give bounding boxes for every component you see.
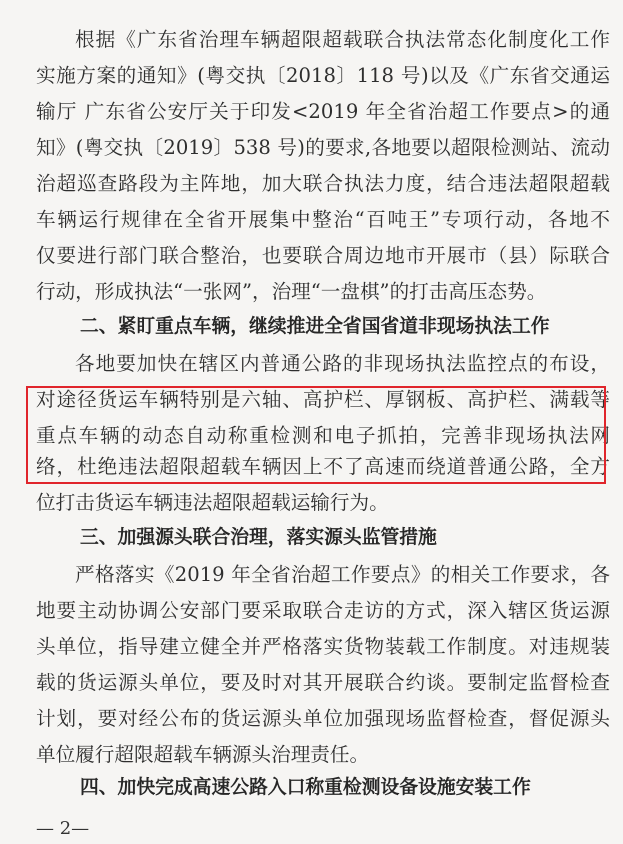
paragraph-1-line: 行动，形成执法“一张网”，治理“一盘棋”的打击高压态势。 — [36, 280, 547, 303]
paragraph-3-line: 单位履行超限超载车辆源头治理责任。 — [36, 743, 370, 766]
paragraph-2-line: 重点车辆的动态自动称重检测和电子抓拍，完善非现场执法网 — [36, 424, 610, 447]
paragraph-1-line: 实施方案的通知》(粤交执〔2018〕118 号)以及《广东省交通运 — [36, 64, 610, 87]
paragraph-2-line: 络，杜绝违法超限超载车辆因上不了高速而绕道普通公路，全方 — [36, 455, 610, 478]
page-number: — 2— — [36, 818, 90, 839]
section-heading-2: 二、紧盯重点车辆，继续推进全省国省道非现场执法工作 — [80, 316, 550, 337]
paragraph-1-line: 车辆运行规律在全省开展集中整治“百吨王”专项行动，各地不 — [36, 208, 610, 231]
paragraph-1-line: 根据《广东省治理车辆超限超载联合执法常态化制度化工作 — [75, 28, 610, 51]
paragraph-1-line: 知》(粤交执〔2019〕538 号)的要求,各地要以超限检测站、流动 — [36, 136, 610, 159]
red-highlight-box — [26, 386, 606, 484]
paragraph-3-line: 地要主动协调公安部门要采取联合走访的方式，深入辖区货运源 — [36, 599, 610, 622]
paragraph-2-line: 位打击货运车辆违法超限超载运输行为。 — [36, 491, 389, 514]
section-heading-3: 三、加强源头联合治理，落实源头监管措施 — [80, 527, 437, 548]
paragraph-3-line: 计划，要对经公布的货运源头单位加强现场监督检查，督促源头 — [36, 707, 610, 730]
paragraph-3-line: 载的货运源头单位，要及时对其开展联合约谈。要制定监督检查 — [36, 671, 610, 694]
section-heading-4: 四、加快完成高速公路入口称重检测设备设施安装工作 — [80, 777, 531, 798]
paragraph-2-line: 各地要加快在辖区内普通公路的非现场执法监控点的布设， — [75, 352, 610, 375]
paragraph-2-line: 对途径货运车辆特别是六轴、高护栏、厚钢板、高护栏、满载等 — [36, 388, 610, 411]
paragraph-1-line: 输厅 广东省公安厅关于印发<2019 年全省治超工作要点>的通 — [36, 100, 610, 123]
paragraph-3-line: 头单位，指导建立健全并严格落实货物装载工作制度。对违规装 — [36, 635, 610, 658]
paragraph-1-line: 仅要进行部门联合整治，也要联合周边地市开展市（县）际联合 — [36, 244, 610, 267]
paragraph-3-line: 严格落实《2019 年全省治超工作要点》的相关工作要求，各 — [75, 563, 610, 586]
paragraph-1-line: 治超巡查路段为主阵地，加大联合执法力度，结合违法超限超载 — [36, 172, 610, 195]
